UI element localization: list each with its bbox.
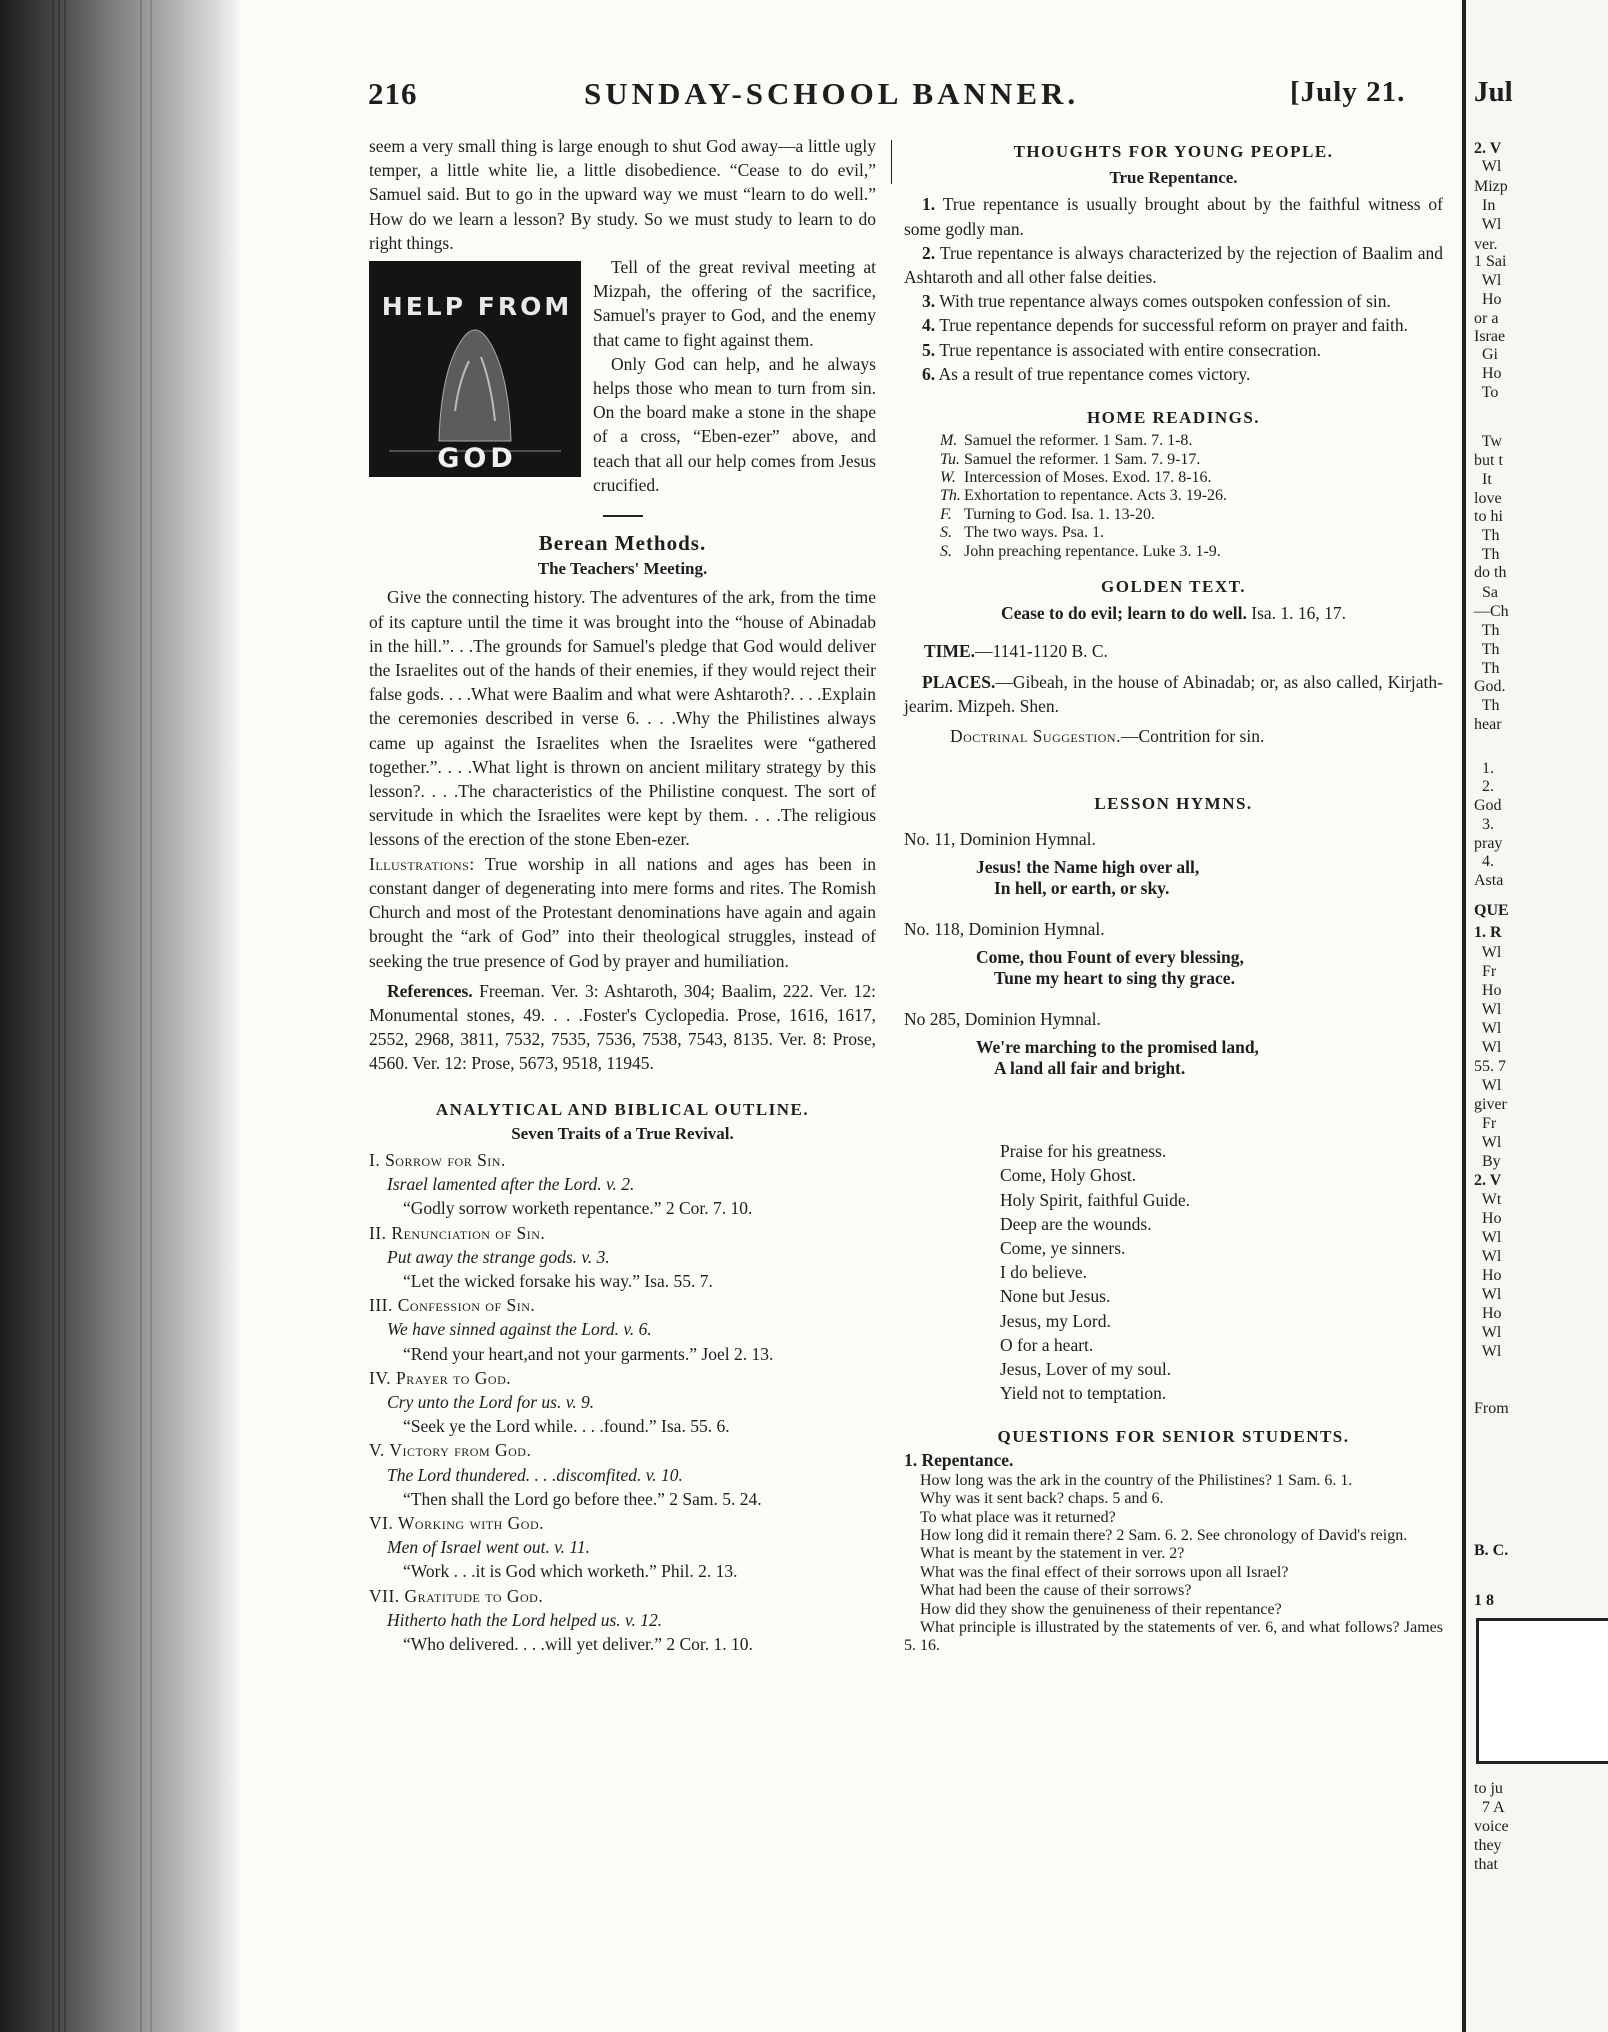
places-value: —Gibeah, in the house of Abinadab; or, as also called, Kirjath-jearim. Mizpeh. Shen. <box>904 671 1443 716</box>
home-reading-day: Tu. <box>940 450 961 468</box>
adjacent-page-text: 3. <box>1474 816 1494 833</box>
home-reading-text: John preaching repentance. Luke 3. 1-9. <box>964 542 1221 560</box>
hymn-title: None but Jesus. <box>1000 1286 1111 1307</box>
adjacent-page-text: Wl <box>1474 1039 1502 1056</box>
outline-list <box>369 1148 876 1656</box>
adjacent-page-text: B. C. <box>1474 1542 1509 1559</box>
adjacent-page-text: From <box>1474 1400 1509 1417</box>
home-reading-item <box>940 432 1443 450</box>
home-reading-day: W. <box>940 469 956 487</box>
adjacent-page-illustration <box>1476 1618 1608 1764</box>
adjacent-page-text: Wl <box>1474 944 1502 961</box>
doctrinal-label: Doctrinal Suggestion. <box>950 726 1121 747</box>
home-reading-text: The two ways. Psa. 1. <box>964 524 1104 542</box>
hymn-title: Holy Spirit, faithful Guide. <box>1000 1189 1191 1210</box>
hymn-line: Jesus! the Name high over all, <box>976 856 1200 877</box>
thoughts-list <box>904 192 1443 386</box>
question-item: What had been the cause of their sorrows? <box>920 1582 1192 1600</box>
adjacent-page-text: Wl <box>1474 1134 1502 1151</box>
paragraph-intro: seem a very small thing is large enough to shut God away—a little ugly temper, a little white lie, a little disobedience. “Cease to do evil,” Samuel said. But to go in the upward way we must “learn to do well.” How do we learn a lesson? By study. So we must study to learn to do right things. <box>369 136 876 253</box>
home-reading-text: Samuel the reformer. 1 Sam. 7. 1-8. <box>964 432 1193 450</box>
adjacent-page-text: but t <box>1474 452 1503 469</box>
home-reading-text: Turning to God. Isa. 1. 13-20. <box>964 505 1155 523</box>
adjacent-page-text: To <box>1474 384 1499 401</box>
adjacent-page-text: God <box>1474 797 1502 814</box>
thought-number: 1. <box>922 194 936 215</box>
adjacent-page-text: they <box>1474 1837 1502 1854</box>
thoughts-title: THOUGHTS FOR YOUNG PEOPLE. <box>1013 142 1334 161</box>
illustrations-label: Illustrations: <box>369 853 475 874</box>
references-text: Freeman. Ver. 3: Ashtaroth, 304; Baalim, 222. Ver. 12: Monumental stones, 49. . . .Foster's Cyclopedia. Prose, 1616, 1617, 2552, 2968, 3811, 7532, 7535, 7536, 7538, 7543, 8135. Ver. 8: Prose, 4560. Ver. 12: Prose, 5673, 9518, 11945. <box>369 980 876 1074</box>
outline-text: Men of Israel went out. v. 11. <box>387 1537 590 1558</box>
adjacent-page-text: Th <box>1474 697 1500 714</box>
hymn-title: I do believe. <box>1000 1262 1087 1283</box>
page <box>240 0 1462 2032</box>
adjacent-page-text: 1. R <box>1474 924 1502 941</box>
golden-text-title: GOLDEN TEXT. <box>1101 577 1246 597</box>
adjacent-page-text: Wt <box>1474 1191 1502 1208</box>
adjacent-page-text: to ju <box>1474 1780 1503 1797</box>
adjacent-page-text: Th <box>1474 622 1500 639</box>
question-item: What principle is illustrated by the statements of ver. 6, and what follows? James 5. 16. <box>904 1619 1443 1655</box>
adjacent-page-text: 55. 7 <box>1474 1058 1506 1075</box>
outline-text: The Lord thundered. . . .discomfited. v. 10. <box>387 1464 683 1485</box>
hymn-line: Come, thou Fount of every blessing, <box>976 946 1244 967</box>
outline-text: Put away the strange gods. v. 3. <box>387 1246 610 1267</box>
adjacent-page-text: 2. V <box>1474 140 1502 157</box>
adjacent-page-text: pray <box>1474 835 1503 852</box>
adjacent-page-text: voice <box>1474 1818 1509 1835</box>
outline-subtitle: Seven Traits of a True Revival. <box>511 1123 734 1143</box>
golden-text: Cease to do evil; learn to do well. <box>1000 603 1247 624</box>
question-item: How long did it remain there? 2 Sam. 6. 2. See chronology of David's reign. <box>920 1526 1408 1544</box>
outline-heading: VI. Working with God. <box>369 1512 544 1533</box>
home-reading-text: Samuel the reformer. 1 Sam. 7. 9-17. <box>964 450 1201 468</box>
image-caption-bottom: GOD <box>437 443 517 475</box>
teachers-meeting-heading: The Teachers' Meeting. <box>537 559 708 579</box>
thought-text: With true repentance always comes outspoken confession of sin. <box>939 291 1391 312</box>
home-reading-day: F. <box>940 505 952 523</box>
adjacent-page-text: Ho <box>1474 291 1502 308</box>
thought-text: True repentance is usually brought about by the faithful witness of some godly man. <box>904 194 1443 239</box>
time-value: —1141-1120 B. C. <box>975 641 1108 662</box>
thought-item <box>904 313 1443 337</box>
adjacent-page-text: God. <box>1474 678 1506 695</box>
adjacent-page-text: Wl <box>1474 1248 1502 1265</box>
thought-item <box>904 192 1443 240</box>
adjacent-page-text: 4. <box>1474 853 1494 870</box>
outline-heading: V. Victory from God. <box>369 1440 532 1461</box>
hymn-line: Tune my heart to sing thy grace. <box>994 967 1235 988</box>
questions-title: QUESTIONS FOR SENIOR STUDENTS. <box>997 1427 1350 1447</box>
hymn-title: Come, ye sinners. <box>1000 1237 1126 1258</box>
hymn-title: Yield not to temptation. <box>1000 1383 1167 1404</box>
home-reading-item <box>940 487 1443 505</box>
doctrinal-value: —Contrition for sin. <box>1120 726 1265 747</box>
adjacent-page-text: It <box>1474 471 1492 488</box>
page-number: 216 <box>368 76 418 111</box>
adjacent-page-text: Wl <box>1474 158 1502 175</box>
adjacent-page-text: Wl <box>1474 216 1502 233</box>
help-from-god-illustration <box>369 261 581 477</box>
outline-heading: I. Sorrow for Sin. <box>369 1149 506 1170</box>
adjacent-page-text: QUE <box>1474 902 1509 919</box>
true-repentance-heading: True Repentance. <box>1109 168 1238 188</box>
adjacent-page-text: Wl <box>1474 1020 1502 1037</box>
lesson-hymns-list <box>904 827 1443 1080</box>
adjacent-page-text: Fr <box>1474 963 1497 980</box>
thought-text: As a result of true repentance comes victory. <box>938 363 1251 384</box>
adjacent-page-text: Ho <box>1474 365 1502 382</box>
adjacent-page-text: 1 8 <box>1474 1592 1494 1609</box>
outline-quote: “Godly sorrow worketh repentance.” 2 Cor. 7. 10. <box>403 1198 753 1219</box>
outline-heading: IV. Prayer to God. <box>369 1367 512 1388</box>
hymn-number: No. 11, Dominion Hymnal. <box>904 828 1096 849</box>
outline-quote: “Seek ye the Lord while. . . .found.” Isa. 55. 6. <box>403 1416 730 1437</box>
home-reading-day: M. <box>940 432 958 450</box>
adjacent-page-text: Jul <box>1474 76 1513 108</box>
adjacent-page-edge <box>1462 0 1608 2032</box>
home-reading-item <box>940 506 1443 524</box>
adjacent-page-text: Wl <box>1474 1001 1502 1018</box>
hymn-verse <box>904 1037 1443 1079</box>
thought-number: 2. <box>922 242 936 263</box>
home-reading-day: Th. <box>940 487 961 505</box>
adjacent-page-text: Wl <box>1474 1077 1502 1094</box>
references-label: References. <box>387 980 473 1001</box>
home-reading-item <box>940 524 1443 542</box>
home-reading-day: S. <box>940 524 952 542</box>
question-item: How long was the ark in the country of the Philistines? 1 Sam. 6. 1. <box>920 1471 1353 1489</box>
adjacent-page-text: Israe <box>1474 328 1506 345</box>
thought-item <box>904 338 1443 362</box>
thought-text: True repentance is associated with entire consecration. <box>939 339 1321 360</box>
places-label: PLACES. <box>922 671 996 692</box>
home-readings-title: HOME READINGS. <box>1086 408 1261 428</box>
outline-text: Cry unto the Lord for us. v. 9. <box>387 1391 595 1412</box>
hymn-titles-list <box>904 1139 1443 1405</box>
home-reading-item <box>940 469 1443 487</box>
adjacent-page-text: love <box>1474 490 1502 507</box>
home-reading-text: Exhortation to repentance. Acts 3. 19-26. <box>964 487 1228 505</box>
hymn-line: A land all fair and bright. <box>994 1058 1186 1079</box>
hymn-title: O for a heart. <box>1000 1334 1094 1355</box>
adjacent-page-text: hear <box>1474 716 1502 733</box>
adjacent-page-text: Wl <box>1474 1229 1502 1246</box>
hymn-title: Jesus, Lover of my soul. <box>1000 1358 1172 1379</box>
adjacent-page-text: Fr <box>1474 1115 1497 1132</box>
hymn-line: In hell, or earth, or sky. <box>994 877 1170 898</box>
hymn-title: Come, Holy Ghost. <box>1000 1165 1137 1186</box>
hymn-verse <box>904 947 1443 989</box>
hymn-number: No 285, Dominion Hymnal. <box>904 1008 1101 1029</box>
adjacent-page-text: Gi <box>1474 346 1498 363</box>
home-readings-list <box>904 432 1443 561</box>
home-reading-item <box>940 451 1443 469</box>
outline-heading: VII. Gratitude to God. <box>369 1585 544 1606</box>
thought-number: 6. <box>922 363 936 384</box>
home-reading-day: S. <box>940 542 952 560</box>
question-item: How did they show the genuineness of their repentance? <box>920 1600 1282 1618</box>
adjacent-page-text: that <box>1474 1856 1498 1873</box>
thought-item <box>904 289 1443 313</box>
outline-text: We have sinned against the Lord. v. 6. <box>387 1319 652 1340</box>
adjacent-page-text: Ho <box>1474 1210 1502 1227</box>
image-caption-top: HELP FROM <box>381 292 573 322</box>
column-divider <box>891 140 892 184</box>
home-reading-item <box>940 543 1443 561</box>
paragraph-help: Only God can help, and he always helps those who mean to turn from sin. On the board make a stone in the shape of a cross, “Eben-ezer” above, and teach that all our help comes from Jesus crucified. <box>593 353 876 495</box>
hymn-title: Jesus, my Lord. <box>1000 1310 1111 1331</box>
thought-number: 5. <box>922 339 936 360</box>
adjacent-page-text: Mizp <box>1474 178 1508 195</box>
adjacent-page-text: Ho <box>1474 1305 1502 1322</box>
question-item: Why was it sent back? chaps. 5 and 6. <box>920 1490 1164 1508</box>
page-title: SUNDAY-SCHOOL BANNER. <box>584 76 1080 111</box>
questions-section-heading: 1. Repentance. <box>904 1449 1014 1470</box>
adjacent-page-text: In <box>1474 197 1496 214</box>
adjacent-page-text: 2. V <box>1474 1172 1502 1189</box>
time-label: TIME. <box>924 641 976 662</box>
outline-text: Hitherto hath the Lord helped us. v. 12. <box>387 1609 663 1630</box>
adjacent-page-text: 7 A <box>1474 1799 1505 1816</box>
berean-methods-title: Berean Methods. <box>538 531 707 556</box>
outline-title: ANALYTICAL AND BIBLICAL OUTLINE. <box>435 1099 810 1119</box>
right-column <box>904 140 1443 1656</box>
outline-quote: “Rend your heart,and not your garments.” Joel 2. 13. <box>403 1343 774 1364</box>
hymn-verse <box>904 857 1443 899</box>
adjacent-page-text: Ho <box>1474 1267 1502 1284</box>
adjacent-page-text: 1 Sai <box>1474 253 1507 270</box>
outline-heading: II. Renunciation of Sin. <box>369 1222 546 1243</box>
left-column <box>369 134 876 1656</box>
adjacent-page-text: Sa <box>1474 584 1498 601</box>
adjacent-page-text: Asta <box>1474 872 1504 889</box>
adjacent-page-text: do th <box>1474 564 1507 581</box>
adjacent-page-text: Th <box>1474 546 1500 563</box>
outline-heading: III. Confession of Sin. <box>369 1295 536 1316</box>
lesson-hymns-title: LESSON HYMNS. <box>1094 794 1253 814</box>
adjacent-page-text: —Ch <box>1474 603 1509 620</box>
outline-quote: “Work . . .it is God which worketh.” Phil. 2. 13. <box>403 1561 738 1582</box>
outline-quote: “Let the wicked forsake his way.” Isa. 55. 7. <box>403 1270 713 1291</box>
thought-item <box>904 362 1443 386</box>
paragraph-mizpah: Tell of the great revival meeting at Mizpah, the offering of the sacrifice, Samuel's prayer to God, and the enemy that came to fight against them. <box>593 257 876 350</box>
adjacent-page-text: ver. <box>1474 236 1498 253</box>
adjacent-page-text: Th <box>1474 660 1500 677</box>
outline-quote: “Then shall the Lord go before thee.” 2 Sam. 5. 24. <box>403 1488 762 1509</box>
home-reading-text: Intercession of Moses. Exod. 17. 8-16. <box>964 469 1212 487</box>
adjacent-page-text: Tw <box>1474 433 1502 450</box>
adjacent-page-text: Ho <box>1474 982 1502 999</box>
hymn-line: We're marching to the promised land, <box>976 1037 1259 1058</box>
adjacent-page-text: By <box>1474 1153 1501 1170</box>
golden-text-ref: Isa. 1. 16, 17. <box>1251 603 1347 624</box>
thought-text: True repentance is always characterized by the rejection of Baalim and Ashtaroth and all other false deities. <box>904 242 1443 288</box>
adjacent-page-text: giver <box>1474 1096 1507 1113</box>
adjacent-page-text: to hi <box>1474 508 1503 525</box>
page-date: [July 21. <box>1290 76 1406 108</box>
outline-text: Israel lamented after the Lord. v. 2. <box>387 1174 635 1195</box>
questions-list <box>904 1472 1443 1656</box>
thought-number: 3. <box>922 291 936 312</box>
thought-item <box>904 241 1443 289</box>
adjacent-page-text: 1. <box>1474 760 1494 777</box>
adjacent-page-text: Wl <box>1474 1324 1502 1341</box>
paragraph-connecting-history: Give the connecting history. The adventures of the ark, from the time of its capture until the time it was brought into the “house of Abinadab in the hill.”. . .The grounds for Samuel's pledge that God would deliver the Israelites out of the hands of their enemies, if they would reject their false gods. . . .What were Baalim and what were Ashtaroth?. . . .Explain the ceremonies described in verse 6. . . .Why the Philistines always came up against the Israelites when the Israelites were “gathered together.”. . . .What light is thrown on ancient military strategy by this lesson?. . . .The characteristics of the Philistine conquest. The sort of servitude in which the Israelites were kept by them. . . .The religious lessons of the erection of the stone Eben-ezer. <box>369 587 876 850</box>
thought-number: 4. <box>922 315 936 336</box>
thought-text: True repentance depends for successful reform on prayer and faith. <box>939 315 1408 336</box>
hymn-title: Deep are the wounds. <box>1000 1213 1152 1234</box>
outline-quote: “Who delivered. . . .will yet deliver.” 2 Cor. 1. 10. <box>403 1633 753 1654</box>
question-item: To what place was it returned? <box>920 1508 1116 1526</box>
question-item: What was the final effect of their sorrows upon all Israel? <box>920 1563 1289 1581</box>
adjacent-page-text: or a <box>1474 310 1499 327</box>
section-rule <box>603 515 643 517</box>
adjacent-page-text: Th <box>1474 527 1500 544</box>
adjacent-page-text: Wl <box>1474 1343 1502 1360</box>
adjacent-page-text: Wl <box>1474 272 1502 289</box>
book-binding-edge <box>0 0 240 2032</box>
paragraph-illustrations: True worship in all nations and ages has been in constant danger of degenerating into mere forms and rites. The Romish Church and most of the Protestant denominations have again and again brought the “ark of God” into their theological struggles, instead of seeking the true presence of God by prayer and humiliation. <box>369 853 876 971</box>
question-item: What is meant by the statement in ver. 2? <box>920 1545 1185 1563</box>
adjacent-page-text: 2. <box>1474 778 1494 795</box>
adjacent-page-text: Th <box>1474 641 1500 658</box>
adjacent-page-text: Wl <box>1474 1286 1502 1303</box>
hymn-number: No. 118, Dominion Hymnal. <box>904 918 1105 939</box>
hymn-title: Praise for his greatness. <box>1000 1141 1167 1162</box>
